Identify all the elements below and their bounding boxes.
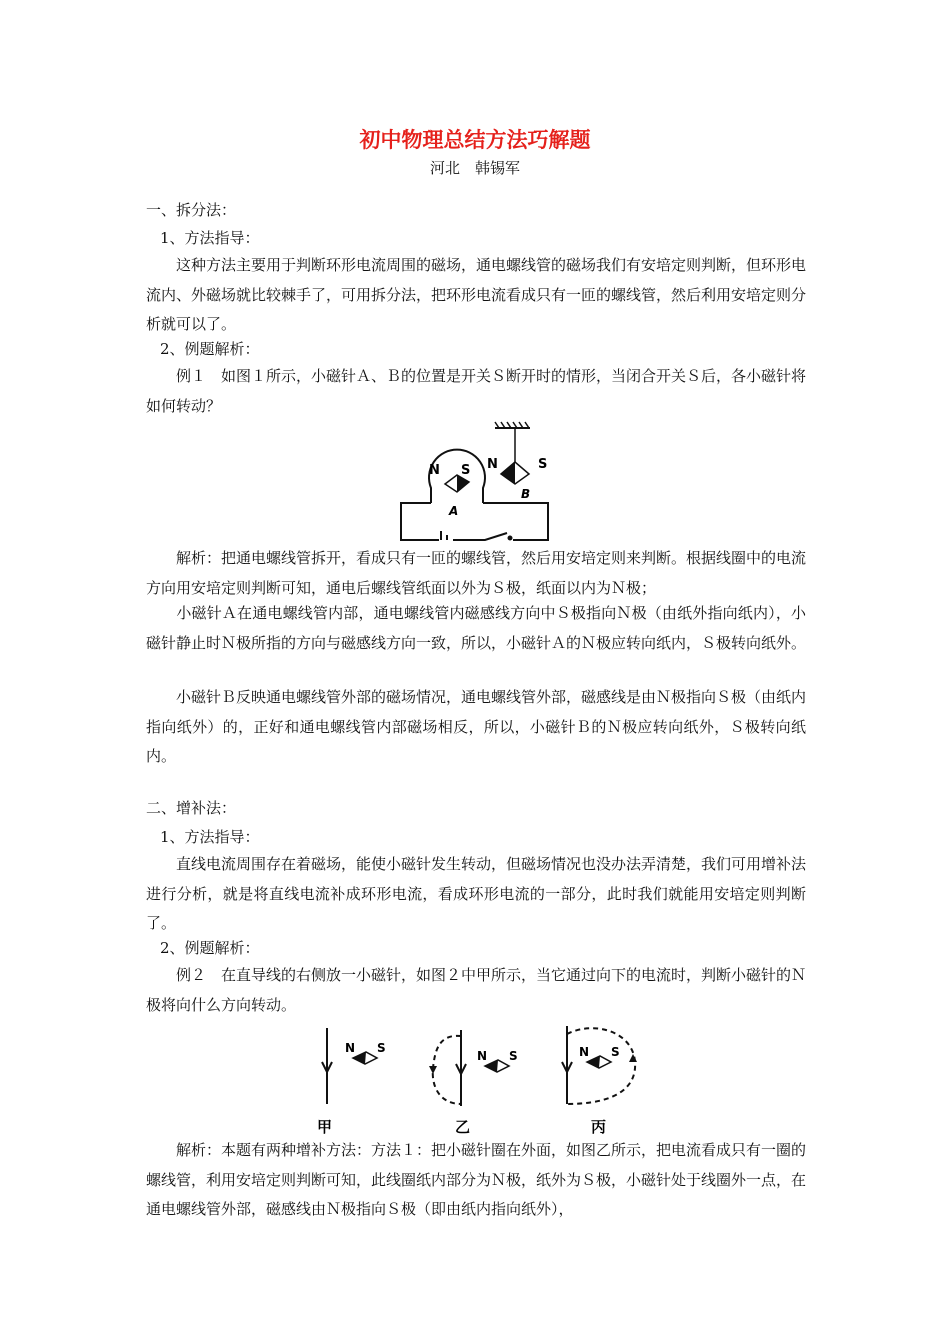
section-1-analysis-3: 小磁针Ｂ反映通电螺线管外部的磁场情况，通电螺线管外部，磁感线是由Ｎ极指向Ｓ极（由纸内指向纸外）的，正好和通电螺线管内部磁场相反，所以，小磁针Ｂ的Ｎ极应转向纸外，Ｓ极转向纸内。 bbox=[146, 688, 807, 765]
figure-1-label-s-a: S bbox=[461, 463, 471, 478]
document-title: 初中物理总结方法巧解题 bbox=[359, 128, 591, 152]
document-author: 河北 韩锡军 bbox=[429, 159, 520, 177]
section-2-example-heading: 2、例题解析： bbox=[160, 939, 260, 957]
figure-2-caption-jia: 甲 bbox=[317, 1118, 333, 1134]
section-2-heading: 二、增补法： bbox=[146, 799, 237, 817]
section-1-example-text: 例１ 如图１所示，小磁针Ａ、Ｂ的位置是开关Ｓ断开时的情形，当闭合开关Ｓ后，各小磁针将如何转动？ bbox=[146, 367, 807, 415]
compass-needle-b-icon bbox=[501, 462, 529, 484]
compass-needle-jia-icon bbox=[353, 1052, 377, 1064]
figure-2-caption-yi: 乙 bbox=[455, 1118, 471, 1134]
figure-2-label-s-jia: S bbox=[377, 1041, 386, 1055]
figure-2-label-n-jia: N bbox=[345, 1041, 356, 1055]
section-1-analysis-2: 小磁针Ａ在通电螺线管内部，通电螺线管内磁感线方向中Ｓ极指向Ｎ极（由纸外指向纸内），小磁针静止时Ｎ极所指的方向与磁感线方向一致，所以，小磁针Ａ的Ｎ极应转向纸内，Ｓ极转向纸外。 bbox=[146, 604, 807, 652]
figure-2-straight-wire bbox=[315, 1022, 645, 1134]
figure-1-label-n-a: N bbox=[429, 463, 440, 478]
section-1-analysis-1: 解析：把通电螺线管拆开，看成只有一匝的螺线管，然后用安培定则来判断。根据线圈中的电流方向用安培定则判断可知，通电后螺线管纸面以外为Ｓ极，纸面以内为Ｎ极； bbox=[146, 549, 807, 597]
section-1-example-heading: 2、例题解析： bbox=[160, 340, 260, 358]
figure-1-label-s-b: S bbox=[538, 457, 548, 472]
figure-2-label-s-yi: S bbox=[509, 1049, 518, 1063]
section-1-method-guide-text: 这种方法主要用于判断环形电流周围的磁场，通电螺线管的磁场我们有安培定则判断，但环形电流内、外磁场就比较棘手了，可用拆分法，把环形电流看成只有一匝的螺线管，然后利用安培定则分析就可以了。 bbox=[146, 256, 807, 333]
figure-1-label-b: B bbox=[521, 487, 531, 501]
section-2-example-text: 例２ 在直导线的右侧放一小磁针，如图２中甲所示，当它通过向下的电流时，判断小磁针的Ｎ极将向什么方向转动。 bbox=[146, 966, 807, 1014]
compass-needle-yi-icon bbox=[485, 1060, 509, 1072]
figure-2-label-n-yi: N bbox=[477, 1049, 488, 1063]
loop-arrow-icon bbox=[629, 1054, 637, 1062]
figure-1-label-a: A bbox=[449, 504, 459, 518]
compass-needle-bing-icon bbox=[587, 1056, 611, 1068]
section-2-method-guide-text: 直线电流周围存在着磁场，能使小磁针发生转动，但磁场情况也没办法弄清楚，我们可用增补法进行分析，就是将直线电流补成环形电流，看成环形电流的一部分，此时我们就能用安培定则判断了。 bbox=[146, 855, 807, 932]
figure-2-label-n-bing: N bbox=[579, 1045, 590, 1059]
figure-2-caption-bing: 丙 bbox=[591, 1118, 607, 1134]
loop-arrow-icon bbox=[429, 1066, 437, 1074]
figure-1-solenoid-circuit bbox=[395, 418, 565, 542]
switch-contact-icon bbox=[508, 536, 513, 541]
figure-2-label-s-bing: S bbox=[611, 1045, 620, 1059]
section-2-method-guide-heading: 1、方法指导： bbox=[160, 828, 260, 846]
figure-1-label-n-b: N bbox=[487, 457, 498, 472]
section-2-analysis: 解析：本题有两种增补方法：方法１：把小磁针圈在外面，如图乙所示，把电流看成只有一圈的螺线管，利用安培定则判断可知，此线圈纸内部分为Ｎ极，纸外为Ｓ极，小磁针处于线圈外一点，在通电螺线管外部，磁感线由Ｎ极指向Ｓ极（即由纸内指向纸外）， bbox=[146, 1141, 807, 1218]
section-1-method-guide-heading: 1、方法指导： bbox=[160, 229, 260, 247]
section-1-heading: 一、拆分法： bbox=[146, 201, 237, 219]
